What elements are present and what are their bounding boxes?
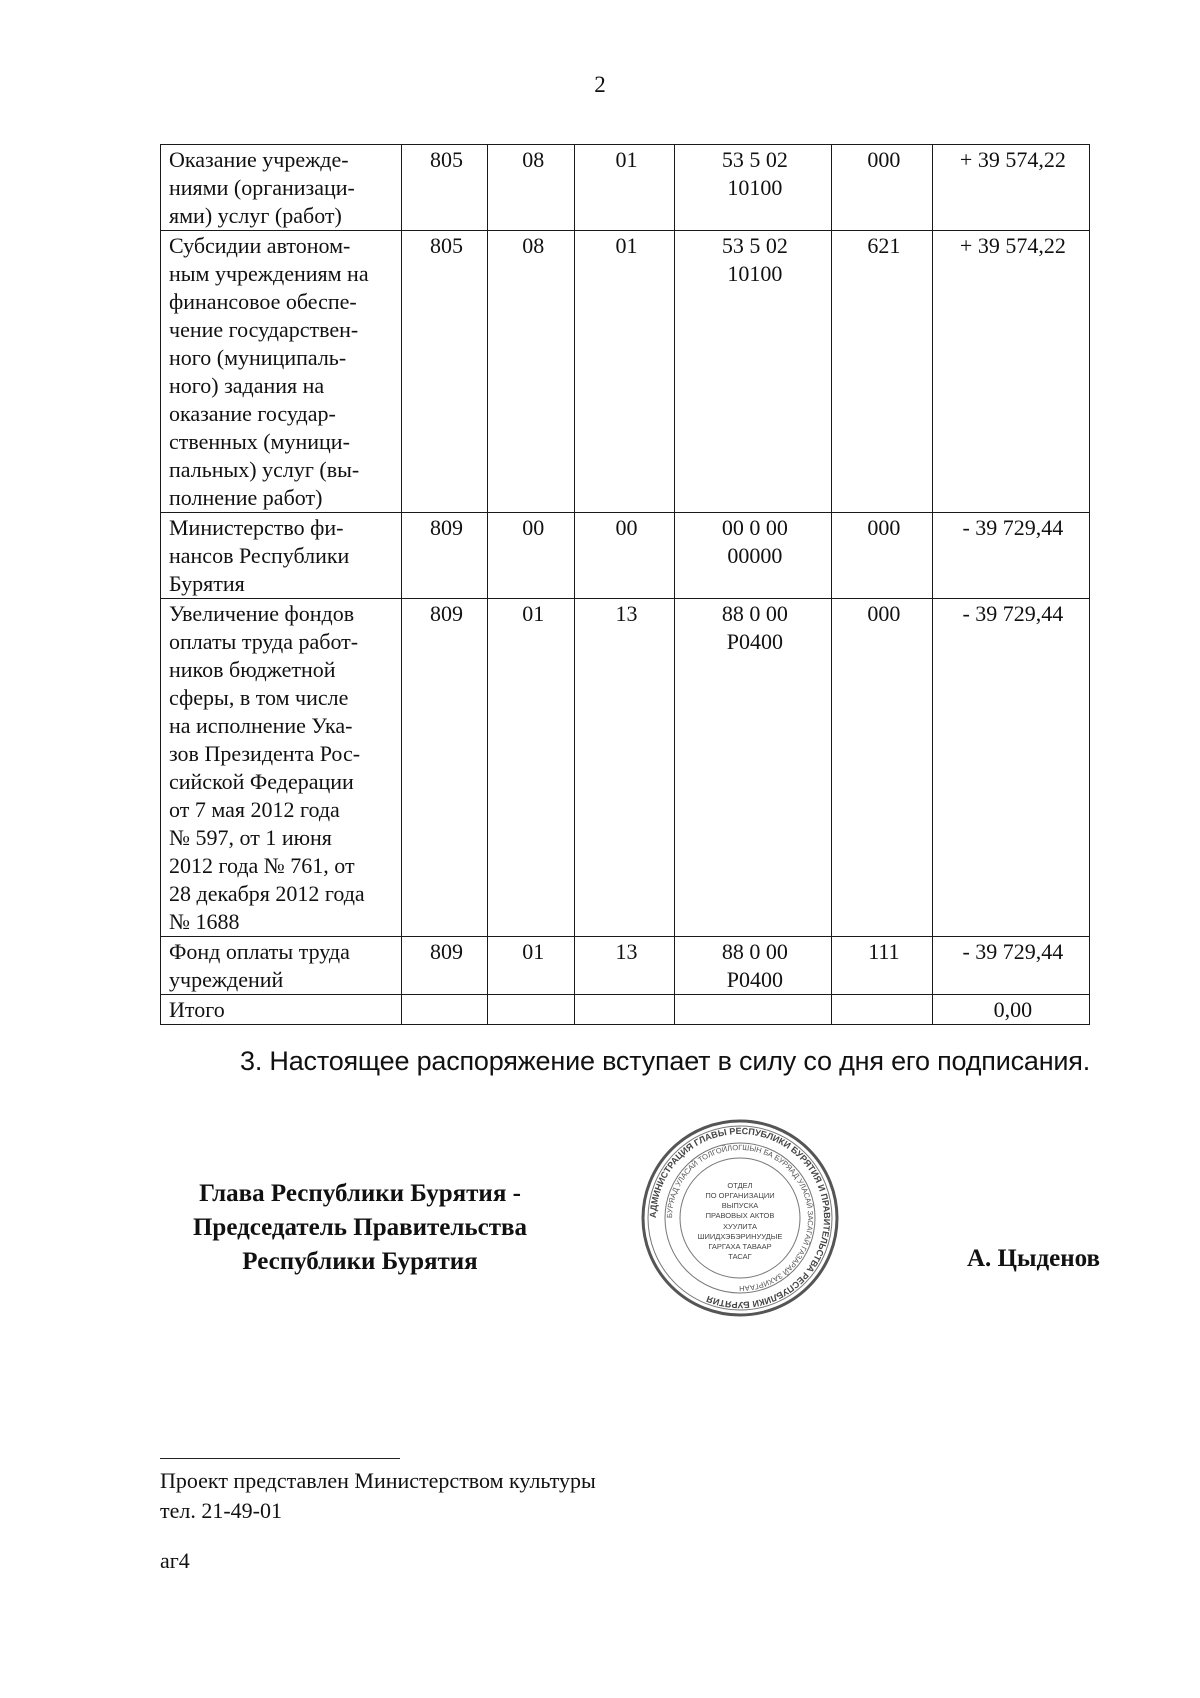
empty-cell bbox=[575, 995, 675, 1025]
cell-subsection-code: 00 bbox=[575, 513, 675, 599]
cell-section-code: 00 bbox=[488, 513, 575, 599]
cell-subsection-code: 13 bbox=[575, 937, 675, 995]
row-description-line: Фонд оплаты труда bbox=[169, 939, 350, 964]
seal-outer-text: АДМИНИСТРАЦИЯ ГЛАВЫ РЕСПУБЛИКИ БУРЯТИЯ И ПРАВИТЕЛЬСТВА РЕСПУБЛИКИ БУРЯТИЯ bbox=[647, 1125, 833, 1311]
cell-target-article bbox=[674, 231, 831, 513]
empty-cell bbox=[401, 995, 488, 1025]
cell-subsection-code: 01 bbox=[575, 231, 675, 513]
cell-section-code: 08 bbox=[488, 231, 575, 513]
row-description-line: зов Президента Рос- bbox=[169, 741, 361, 766]
table-row bbox=[161, 231, 1090, 513]
cell-section-code: 08 bbox=[488, 145, 575, 231]
row-description-line: 2012 года № 761, от bbox=[169, 853, 355, 878]
row-description bbox=[161, 937, 402, 995]
footnote-divider bbox=[160, 1458, 400, 1459]
cell-target-article-line: 00 0 00 bbox=[721, 515, 788, 540]
seal-center-line: ШИИДХЭБЭРИНУУДЫЕ bbox=[697, 1232, 783, 1241]
table-row bbox=[161, 599, 1090, 937]
signatory-name: А. Цыденов bbox=[966, 1245, 1100, 1272]
empty-cell bbox=[831, 995, 932, 1025]
empty-cell bbox=[488, 995, 575, 1025]
row-description-line: Оказание учрежде- bbox=[169, 147, 349, 172]
row-description-line: ников бюджетной bbox=[169, 657, 336, 682]
official-seal bbox=[640, 1118, 840, 1318]
cell-amount: - 39 729,44 bbox=[932, 599, 1089, 937]
row-description-line: Субсидии автоном- bbox=[169, 233, 351, 258]
cell-target-article-line: 10100 bbox=[727, 261, 783, 286]
row-description-line: учреждений bbox=[169, 967, 284, 992]
budget-table bbox=[160, 144, 1090, 1025]
row-description-line: ями) услуг (работ) bbox=[169, 203, 342, 228]
row-description-line: от 7 мая 2012 года bbox=[169, 797, 340, 822]
row-description-line: Увеличение фондов bbox=[169, 601, 355, 626]
row-description-line: сферы, в том числе bbox=[169, 685, 349, 710]
signatory-title-line: Глава Республики Бурятия - bbox=[199, 1180, 521, 1207]
seal-inner-ring-text: БУРЯАД УЛАСАЙ ТОЛГОЙЛОГШЫН БА БУРЯАД УЛАСАЙ ЗАСАГАЙ ГАЗАРАЙ ЗАХИРГААН bbox=[664, 1142, 816, 1294]
cell-target-article-line: 53 5 02 bbox=[721, 233, 788, 258]
cell-expense-type: 000 bbox=[831, 145, 932, 231]
row-description-line: Министерство фи- bbox=[169, 515, 344, 540]
cell-ministry-code: 805 bbox=[401, 231, 488, 513]
cell-amount: + 39 574,22 bbox=[932, 145, 1089, 231]
row-description-line: № 1688 bbox=[169, 909, 240, 934]
signatory-title-line: Республики Бурятия bbox=[242, 1248, 478, 1275]
cell-expense-type: 000 bbox=[831, 513, 932, 599]
cell-ministry-code: 809 bbox=[401, 513, 488, 599]
cell-subsection-code: 01 bbox=[575, 145, 675, 231]
seal-center-line: ГАРГАХА ТАВААР bbox=[708, 1242, 772, 1251]
row-description-line: ного) задания на bbox=[169, 373, 325, 398]
row-description-line: пальных) услуг (вы- bbox=[169, 457, 360, 482]
row-description-line: оказание государ- bbox=[169, 401, 336, 426]
table-body bbox=[161, 145, 1090, 1025]
cell-target-article bbox=[674, 937, 831, 995]
cell-section-code: 01 bbox=[488, 937, 575, 995]
row-description-line: № 597, от 1 июня bbox=[169, 825, 332, 850]
signatory-title bbox=[150, 1177, 570, 1279]
row-description-line: оплаты труда работ- bbox=[169, 629, 359, 654]
row-description-line: ственных (муници- bbox=[169, 429, 350, 454]
footnote bbox=[160, 1466, 596, 1526]
cell-expense-type: 000 bbox=[831, 599, 932, 937]
row-description-line: Бурятия bbox=[169, 571, 245, 596]
cell-amount: - 39 729,44 bbox=[932, 513, 1089, 599]
row-description-line: нансов Республики bbox=[169, 543, 350, 568]
cell-target-article-line: 53 5 02 bbox=[721, 147, 788, 172]
cell-ministry-code: 809 bbox=[401, 599, 488, 937]
cell-target-article bbox=[674, 599, 831, 937]
table-row bbox=[161, 937, 1090, 995]
row-description-line: сийской Федерации bbox=[169, 769, 354, 794]
cell-target-article-line: P0400 bbox=[726, 967, 783, 992]
empty-cell bbox=[674, 995, 831, 1025]
row-description-line: на исполнение Ука- bbox=[169, 713, 353, 738]
footnote-line: тел. 21-49-01 bbox=[160, 1498, 283, 1523]
cell-section-code: 01 bbox=[488, 599, 575, 937]
cell-target-article-line: 88 0 00 bbox=[721, 601, 788, 626]
table-total-row bbox=[161, 995, 1090, 1025]
row-description-line: 28 декабря 2012 года bbox=[169, 881, 365, 906]
cell-target-article-line: 88 0 00 bbox=[721, 939, 788, 964]
cell-amount: - 39 729,44 bbox=[932, 937, 1089, 995]
cell-target-article bbox=[674, 513, 831, 599]
cell-expense-type: 111 bbox=[831, 937, 932, 995]
row-description-line: ного (муниципаль- bbox=[169, 345, 347, 370]
footnote-line: Проект представлен Министерством культуры bbox=[160, 1468, 596, 1493]
cell-target-article-line: 00000 bbox=[727, 543, 783, 568]
cell-ministry-code: 809 bbox=[401, 937, 488, 995]
page-number: 2 bbox=[594, 72, 606, 97]
cell-ministry-code: 805 bbox=[401, 145, 488, 231]
cell-subsection-code: 13 bbox=[575, 599, 675, 937]
table-row bbox=[161, 145, 1090, 231]
table-row bbox=[161, 513, 1090, 599]
row-description-line: ниями (организаци- bbox=[169, 175, 355, 200]
seal-center-line: ВЫПУСКА bbox=[721, 1201, 759, 1210]
seal-center-line: ПРАВОВЫХ АКТОВ bbox=[705, 1211, 775, 1220]
row-description bbox=[161, 513, 402, 599]
row-description-line: ным учреждениям на bbox=[169, 261, 369, 286]
seal-center-line: ХУУЛИТА bbox=[723, 1222, 757, 1231]
seal-center-line: ТАСАГ bbox=[728, 1252, 752, 1261]
cell-expense-type: 621 bbox=[831, 231, 932, 513]
seal-center-line: ПО ОРГАНИЗАЦИИ bbox=[705, 1191, 775, 1200]
clause-effective-date: 3. Настоящее распоряжение вступает в силу со дня его подписания. bbox=[240, 1046, 1091, 1076]
row-description-line: полнение работ) bbox=[169, 485, 323, 510]
row-description bbox=[161, 231, 402, 513]
row-description-line: чение государствен- bbox=[169, 317, 359, 342]
signatory-title-line: Председатель Правительства bbox=[192, 1214, 528, 1241]
seal-center-line: ОТДЕЛ bbox=[727, 1181, 753, 1190]
cell-target-article bbox=[674, 145, 831, 231]
row-description-line: финансовое обеспе- bbox=[169, 289, 357, 314]
cell-target-article-line: 10100 bbox=[727, 175, 783, 200]
cell-amount: + 39 574,22 bbox=[932, 231, 1089, 513]
cell-target-article-line: P0400 bbox=[726, 629, 783, 654]
total-value: 0,00 bbox=[932, 995, 1089, 1025]
document-code: аг4 bbox=[160, 1548, 190, 1573]
row-description bbox=[161, 145, 402, 231]
total-label: Итого bbox=[161, 995, 402, 1025]
row-description bbox=[161, 599, 402, 937]
